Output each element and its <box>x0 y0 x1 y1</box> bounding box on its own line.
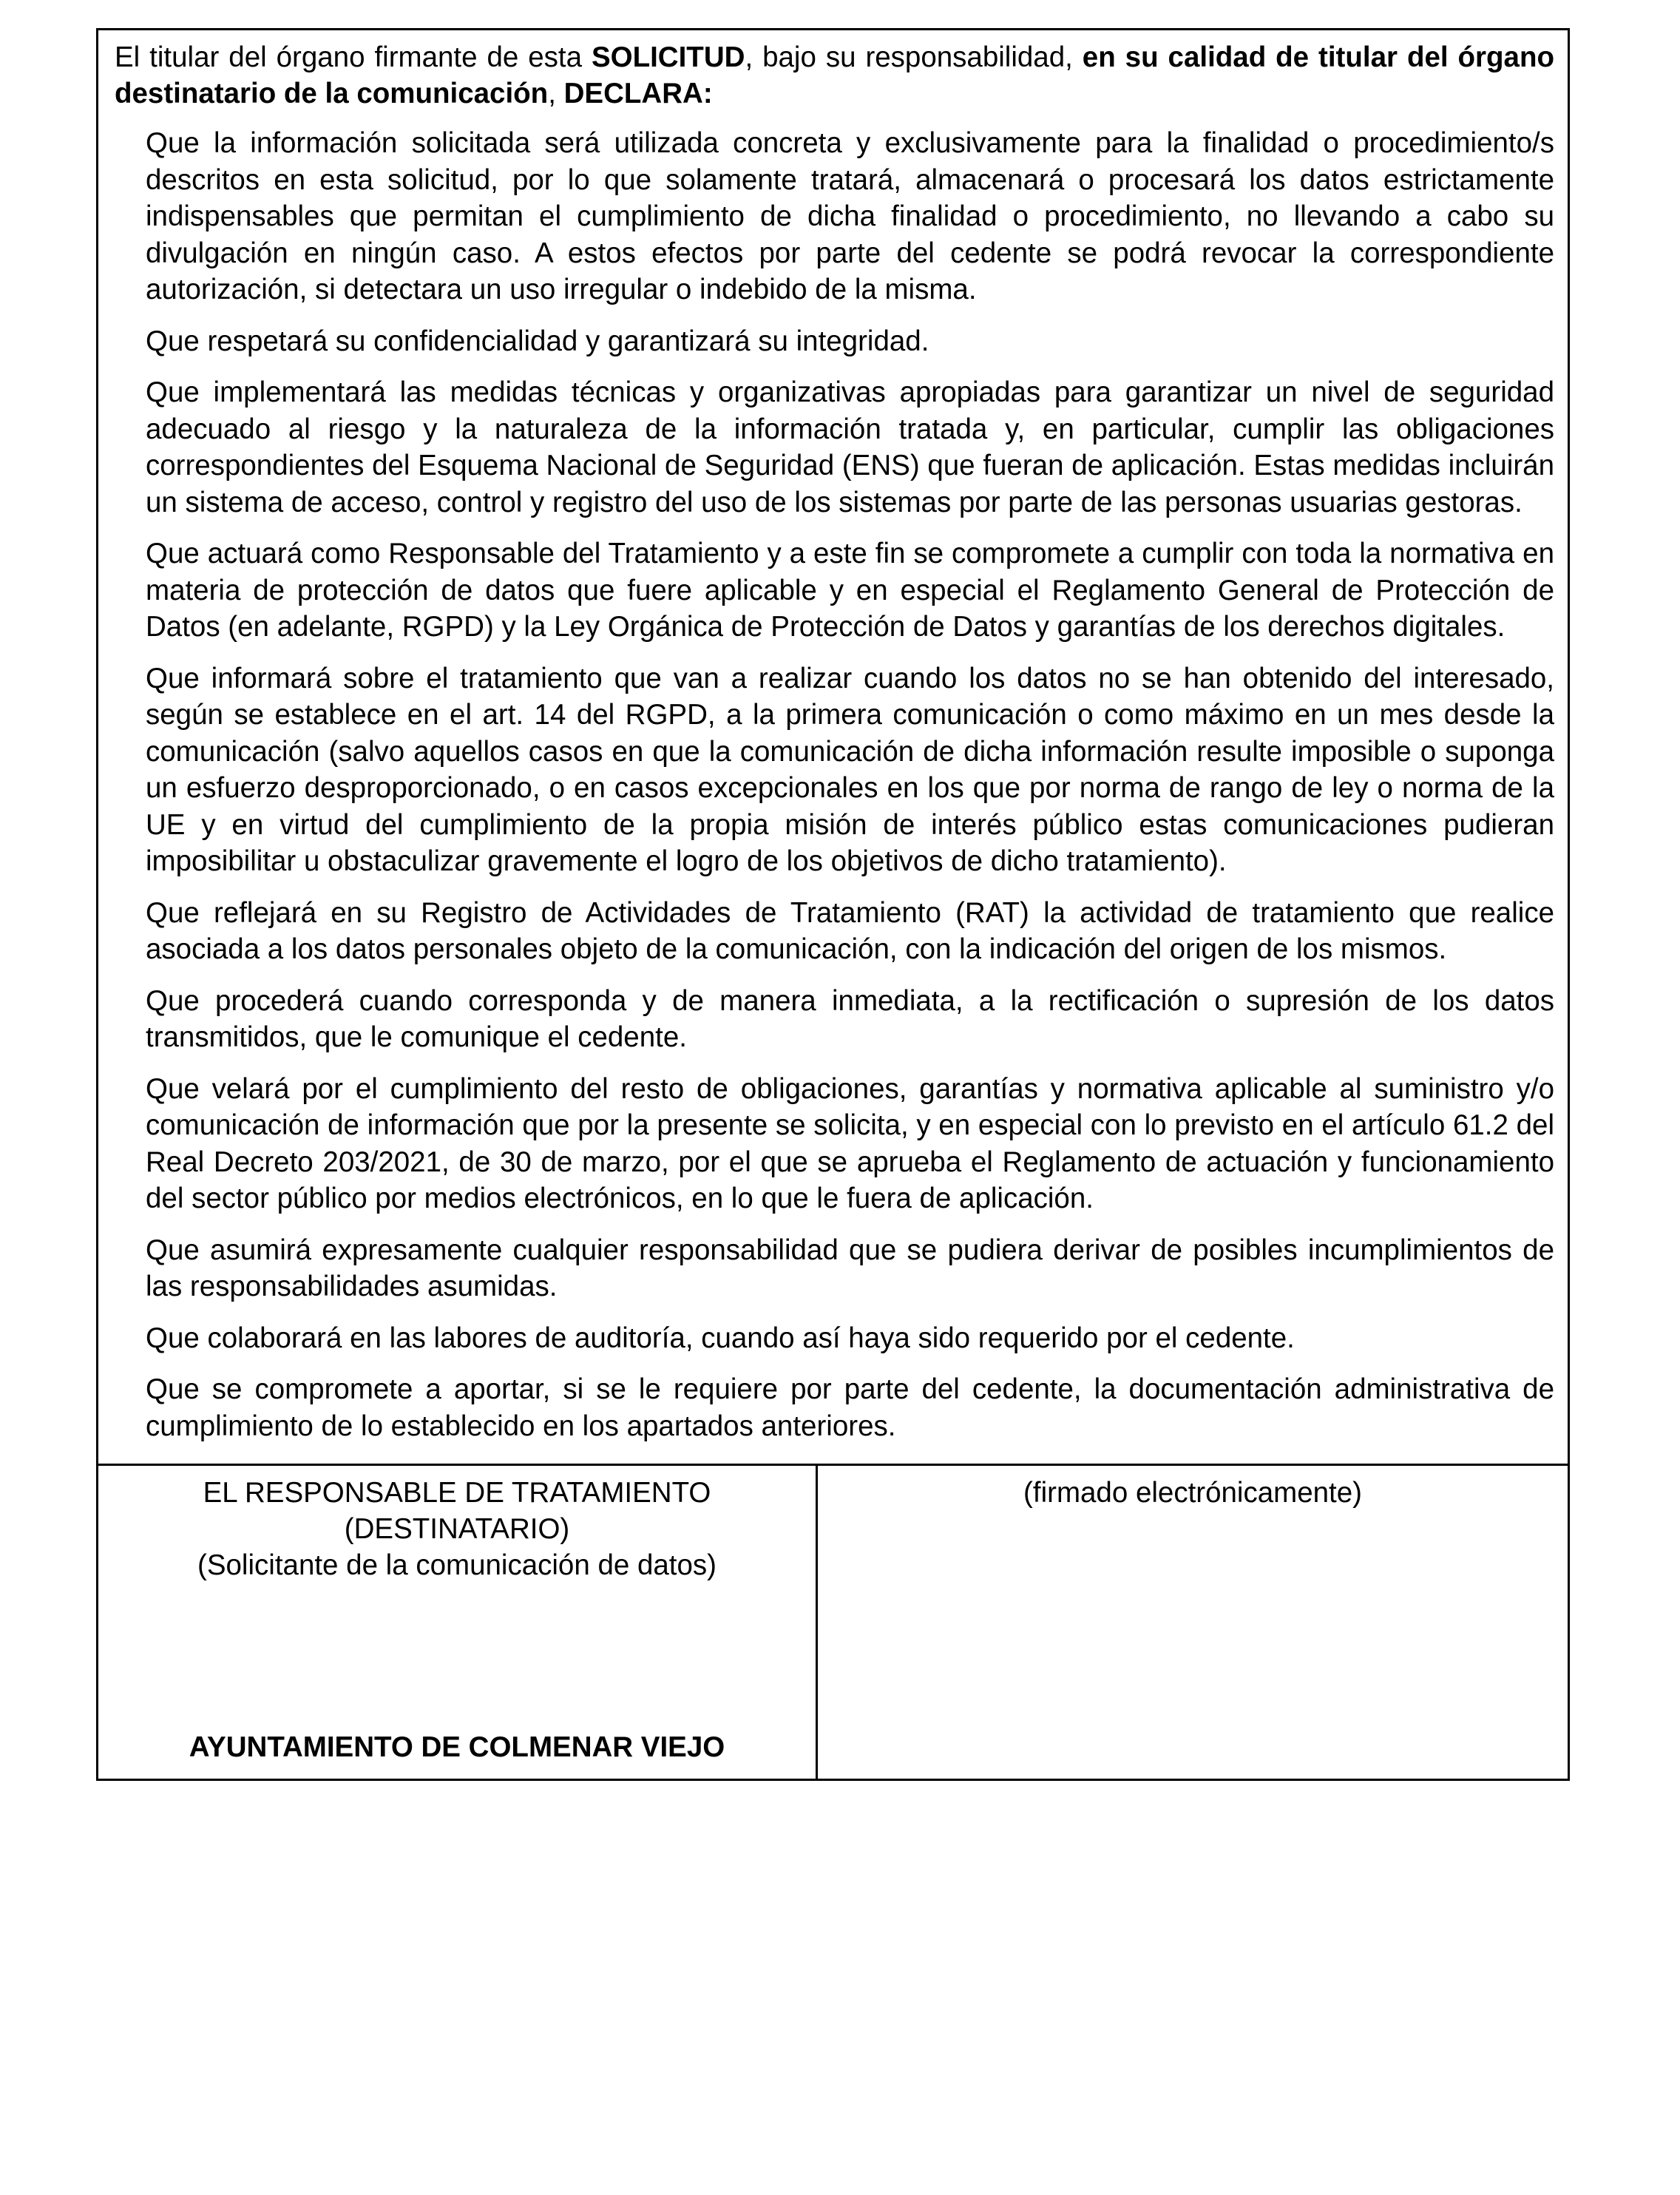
clause-rectification: Que procederá cuando corresponda y de manera inmediata, a la rectificación o supresión de los datos transmitidos, que le comunique el cedente. <box>146 984 1554 1053</box>
intro-solicitud: SOLICITUD <box>591 41 745 73</box>
intro-bold-capacity: en su calidad de titular del órgano destinatario de la comunicación <box>115 41 1554 109</box>
signature-cell <box>818 1466 1568 1779</box>
clause-security-measures: Que implementará las medidas técnicas y organizativas apropiadas para garantizar un nivel de seguridad adecuado al riesgo y la naturaleza de la información tratada y, en particular, cumplir las obligaciones correspondientes del Esquema Nacional de Seguridad (ENS) que fueran de aplicación. Estas medidas incluirán un sistema de acceso, control y registro del uso de los sistemas por parte de las personas usuarias gestoras. <box>146 376 1554 518</box>
clause-documentation: Que se compromete a aportar, si se le requiere por parte del cedente, la documentación administrativa de cumplimiento de lo establecido en los apartados anteriores. <box>146 1373 1554 1442</box>
electronic-signature-note: (firmado electrónicamente) <box>1023 1477 1362 1509</box>
intro-text-2: , bajo su responsabilidad, <box>745 41 1083 73</box>
signer-organization: AYUNTAMIENTO DE COLMENAR VIEJO <box>189 1731 725 1763</box>
clause-information-duty: Que informará sobre el tratamiento que van a realizar cuando los datos no se han obtenido del interesado, según se establece en el art. 14 del RGPD, a la primera comunicación o como máximo en un mes desde la comunicación (salvo aquellos casos en que la comunicación de dicha información resulte imposible o suponga un esfuerzo desproporcionado, o en casos excepcionales en los que por norma de rango de ley o norma de la UE y en virtud del cumplimiento de la propia misión de interés público estas comunicaciones pudieran imposibilitar u obstaculizar gravemente el logro de los objetivos de dicho tratamiento). <box>146 662 1554 877</box>
signer-role: EL RESPONSABLE DE TRATAMIENTO <box>203 1477 711 1509</box>
clause-compliance: Que velará por el cumplimiento del resto de obligaciones, garantías y normativa aplicable al suministro y/o comunicación de información que por la presente se solicita, y en especial con lo previsto en el artículo 61.2 del Real Decreto 203/2021, de 30 de marzo, por el que se aprueba el Reglamento de actuación y funcionamiento del sector público por medios electrónicos, en lo que le fuera de aplicación. <box>146 1072 1554 1214</box>
clause-data-controller: Que actuará como Responsable del Tratamiento y a este fin se compromete a cumplir con toda la normativa en materia de protección de datos que fuere aplicable y en especial el Reglamento General de Protección de Datos (en adelante, RGPD) y la Ley Orgánica de Protección de Datos y garantías de los derechos digitales. <box>146 538 1554 643</box>
declaration-section <box>98 30 1568 1466</box>
signer-role-description: (Solicitante de la comunicación de datos) <box>197 1549 717 1581</box>
intro-text-1: El titular del órgano firmante de esta <box>115 41 592 73</box>
declaration-intro <box>115 39 1554 112</box>
clause-rat-register: Que reflejará en su Registro de Actividades de Tratamiento (RAT) la actividad de tratamiento que realice asociada a los datos personales objeto de la comunicación, con la indicación del origen de los mismos. <box>146 896 1554 965</box>
signature-section <box>98 1466 1568 1779</box>
signer-cell <box>98 1466 818 1779</box>
declaration-form <box>96 28 1570 1781</box>
clause-audit: Que colaborará en las labores de auditoría, cuando así haya sido requerido por el cedente. <box>146 1322 1295 1354</box>
intro-declara: DECLARA: <box>563 78 713 109</box>
clause-liability: Que asumirá expresamente cualquier responsabilidad que se pudiera derivar de posibles incumplimientos de las responsabilidades asumidas. <box>146 1234 1554 1302</box>
intro-text-3: , <box>548 78 564 109</box>
signer-role-qualifier: (DESTINATARIO) <box>344 1513 570 1545</box>
clause-usage: Que la información solicitada será utilizada concreta y exclusivamente para la finalidad o procedimiento/s descritos en esta solicitud, por lo que solamente tratará, almacenará o procesará los datos estrictamente indispensables que permitan el cumplimiento de dicha finalidad o procedimiento, no llevando a cabo su divulgación en ningún caso. A estos efectos por parte del cedente se podrá revocar la correspondiente autorización, si detectara un uso irregular o indebido de la misma. <box>146 127 1554 305</box>
clause-confidentiality: Que respetará su confidencialidad y garantizará su integridad. <box>146 325 929 357</box>
